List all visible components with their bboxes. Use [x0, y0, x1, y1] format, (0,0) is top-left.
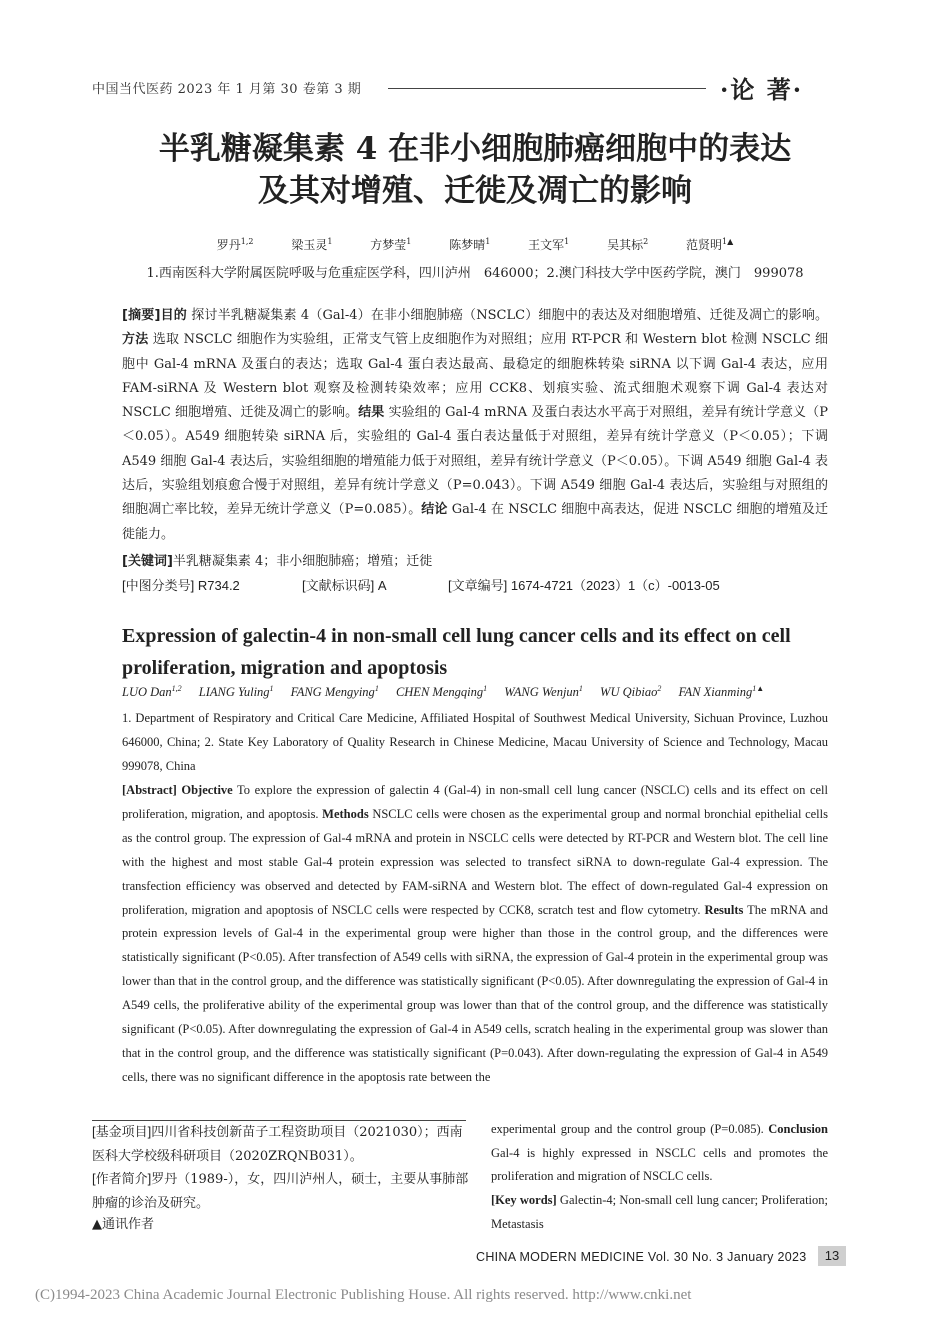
- journal-header: 中国当代医药 2023 年 1 月第 30 卷第 3 期: [92, 82, 362, 97]
- abstract-en-continuation: experimental group and the control group (P=0.085). Conclusion Gal-4 is highly expressed in NSCLC cells and promotes the proliferation and migration of NSCLC cells.: [491, 1122, 829, 1183]
- page-number: 13: [818, 1246, 846, 1266]
- author-cn: 陈梦晴$^1$: [449, 237, 491, 252]
- title-en: Expression of galectin-4 in non-small cell lung cancer cells and its effect on cell proliferation, migration and apoptosis: [122, 625, 791, 679]
- document-code: [文献标识码] A: [302, 578, 387, 593]
- keywords-en: [Key words] Galectin-4; Non-small cell lung cancer; Proliferation; Metastasis: [491, 1193, 828, 1231]
- author-en: LIANG Yuling$^1$: [198, 684, 274, 700]
- copyright-notice: (C)1994-2023 China Academic Journal Electronic Publishing House. All rights reserved. http://www.cnki.net: [35, 1287, 692, 1303]
- author-cn: 罗丹$^{1,2}$: [216, 237, 254, 252]
- abstract-cn: [摘要]目的 探讨半乳糖凝集素 4（Gal-4）在非小细胞肺癌（NSCLC）细胞中的表达及对细胞增殖、迁徙及凋亡的影响。方法 选取 NSCLC 细胞作为实验组，正常支气管上皮细胞作为对照组；应用 RT-PCR 和 Western blot 检测 NSCLC 细胞中 Gal-4 mRNA 及蛋白的表达；选取 Gal-4 蛋白表达最高、最稳定的细胞株转染 siRNA 以下调 Gal-4 表达，应用 FAM-siRNA 及 Western blot 观察及检测转染效率；应用 CCK8、划痕实验、流式细胞术观察下调 Gal-4 表达对 NSCLC 细胞增殖、迁徙及凋亡的影响。结果 实验组的 Gal-4 mRNA 及蛋白表达水平高于对照组，差异有统计学意义（P＜0.05）。A549 细胞转染 siRNA 后，实验组的 Gal-4 蛋白表达量低于对照组，差异有统计学意义（P＜0.05）；下调 A549 细胞 Gal-4 表达后，实验组细胞的增殖能力低于对照组，差异有统计学意义（P＜0.05）。下调 A549 细胞 Gal-4 表达后，实验组划痕愈合慢于对照组，差异有统计学意义（P=0.043）。下调 A549 细胞 Gal-4 表达后，实验组与对照组的细胞凋亡率比较，差异无统计学意义（P=0.085）。结论 Gal-4 在 NSCLC 细胞中高表达，促进 NSCLC 细胞的增殖及迁徙能力。: [122, 308, 829, 542]
- author-en: CHEN Mengqing$^1$: [395, 684, 488, 700]
- footer-journal: CHINA MODERN MEDICINE Vol. 30 No. 3 January 2023: [476, 1250, 807, 1264]
- article-number: [文章编号] 1674-4721（2023）1（c）-0013-05: [448, 578, 720, 593]
- keywords-cn: [关键词]半乳糖凝集素 4；非小细胞肺癌；增殖；迁徙: [122, 554, 433, 569]
- author-en: LUO Dan$^{1,2}$: [122, 684, 182, 700]
- author-en: WANG Wenjun$^1$: [504, 684, 583, 700]
- author-bio-footnote: [作者简介]罗丹（1989-），女，四川泸州人，硕士，主要从事肺部肿瘤的诊治及研究。: [92, 1171, 469, 1211]
- authors-cn: [100, 236, 850, 253]
- affiliation-en: 1. Department of Respiratory and Critical Care Medicine, Affiliated Hospital of Southwest Medical University, Sichuan Province, Luzhou 646000, China; 2. State Key Laboratory of Quality Research in Chinese Medicine, Macau University of Science and Technology, Macau 999078, China: [122, 711, 841, 773]
- corresponding-footnote: ▲通讯作者: [92, 1217, 154, 1232]
- fund-footnote: [基金项目]四川省科技创新苗子工程资助项目（2021030）；西南医科大学校级科研项目（2020ZRQNB031）。: [92, 1124, 463, 1164]
- title-cn-line1: 半乳糖凝集素 4 在非小细胞肺癌细胞中的表达: [158, 131, 792, 167]
- author-en: FANG Mengying$^1$: [290, 684, 379, 700]
- author-cn: 范贤明$^{1▲}$: [686, 237, 734, 252]
- author-cn: 梁玉灵$^1$: [291, 237, 333, 252]
- author-en: FAN Xianming$^{1▲}$: [678, 684, 765, 700]
- authors-en: [122, 684, 778, 700]
- author-cn: 方梦莹$^1$: [370, 237, 412, 252]
- affiliation-cn: 1.西南医科大学附属医院呼吸与危重症医学科，四川泸州 646000；2.澳门科技大学中医药学院，澳门 999078: [146, 266, 804, 281]
- abstract-en: [Abstract] Objective To explore the expression of galectin 4 (Gal-4) in non-small cell lung cancer (NSCLC) cells and its effect on cell proliferation, migration, and apoptosis. Methods NSCLC cells were chosen as the experimental group and normal bronchial epithelial cells as the control group. The expression of Gal-4 mRNA and protein in NSCLC cells were detected by RT-PCR and Western blot. The cell line with the highest and most stable Gal-4 protein expression was selected to transfect siRNA to down-regulate Gal-4 expression. The transfection efficiency was observed and detected by FAM-siRNA and Western blot. The effect of down-regulated Gal-4 expression on proliferation, migration and apoptosis of NSCLC cells were respected by CCK8, scratch test and flow cytometry. Results The mRNA and protein expression levels of Gal-4 in the experimental group were higher than those in the control group, and the differences were statistically significant (P<0.05). After transfection of A549 cells with siRNA, the expression of Gal-4 protein in the experimental group was lower than that in the control group, and the difference was statistically significant (P<0.05). After downregulating the expression of Gal-4 in A549 cells, the proliferative ability of the experimental group was lower than that of the control group, and the difference was statistically significant (P<0.05). After downregulating the expression of Gal-4 in A549 cells, scratch healing in the experimental group was slower than that in the control group, and the difference was statistically significant (P=0.043). After down-regulating the expression of Gal-4 in A549 cells, there was no significant difference in the apoptosis rate between the: [122, 783, 828, 1084]
- section-label: ·论 著·: [720, 75, 804, 104]
- clc-number: [中图分类号] R734.2: [122, 578, 240, 593]
- title-cn-line2: 及其对增殖、迁徙及凋亡的影响: [258, 173, 692, 209]
- author-en: WU Qibiao$^2$: [600, 684, 662, 700]
- header-rule: [388, 88, 706, 89]
- author-cn: 王文军$^1$: [528, 237, 570, 252]
- author-cn: 吴其标$^2$: [607, 237, 649, 252]
